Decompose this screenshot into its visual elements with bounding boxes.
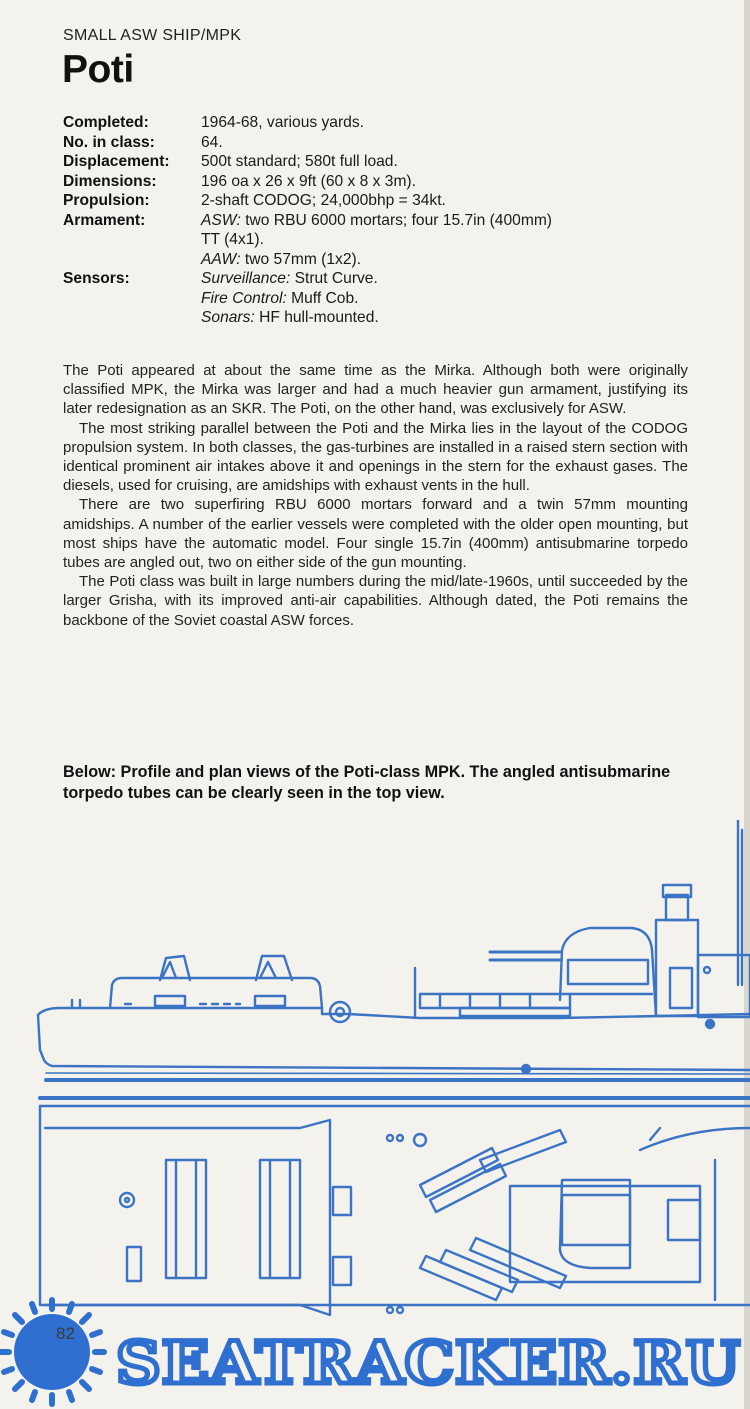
- spec-label: Armament:: [63, 211, 146, 229]
- spec-label: Dimensions:: [63, 172, 157, 190]
- spec-text: two 57mm (1x2).: [244, 250, 362, 268]
- spec-text: Muff Cob.: [291, 289, 359, 307]
- watermark-text: SEATRACKER.RU: [116, 1329, 741, 1397]
- spec-line: [201, 172, 703, 192]
- spec-row-dimensions: [63, 172, 703, 192]
- paragraph: The most striking parallel between the Poti and the Mirka lies in the layout of the CODOG propulsion system. In both classes, the gas-turbines are installed in a raised stern section with identical prominent air intakes above it and openings in the stern for the exhaust gases. The diesels, used for cruising, are amidships with exhaust vents in the hull.: [63, 419, 688, 495]
- spec-row-propulsion: [63, 191, 703, 211]
- spec-values: [201, 211, 703, 270]
- specs-table: [63, 113, 703, 328]
- page-number: 82: [56, 1324, 75, 1343]
- spec-row-displacement: [63, 152, 703, 172]
- spec-label: Propulsion:: [63, 192, 150, 209]
- spec-line: [201, 191, 703, 211]
- spec-label: No. in class:: [63, 133, 155, 151]
- ship-category: SMALL ASW SHIP/MPK: [63, 27, 242, 44]
- paragraph: There are two superfiring RBU 6000 mortars forward and a twin 57mm mounting amidships. A number of the earlier vessels were completed with the older open mounting, but most ships have the automatic model. Four single 15.7in (400mm) antisubmarine torpedo tubes are angled out, two on either side of the gun mounting.: [63, 496, 688, 572]
- ship-title: Poti: [62, 48, 134, 91]
- profile-view: [38, 885, 750, 1080]
- spec-line: [201, 308, 703, 328]
- spec-italic: ASW:: [201, 211, 241, 229]
- spec-text: 2-shaft CODOG; 24,000bhp = 34kt.: [201, 192, 446, 209]
- spec-text: 500t standard; 580t full load.: [201, 153, 398, 170]
- spec-row-armament: [63, 211, 703, 270]
- spec-line: [201, 250, 703, 270]
- spec-label: Sensors:: [63, 270, 130, 287]
- spec-label: Displacement:: [63, 153, 170, 170]
- article-body: [63, 361, 688, 630]
- spec-line: [201, 230, 703, 250]
- spec-row-completed: [63, 113, 703, 133]
- paragraph: The Poti appeared at about the same time as the Mirka. Although both were originally classified MPK, the Mirka was larger and had a much heavier gun armament, justifying its later redesignation as an SKR. The Poti, on the other hand, was exclusively for ASW.: [63, 362, 688, 418]
- plan-view: [40, 1098, 750, 1315]
- paragraph: The Poti class was built in large numbers during the mid/late-1960s, until succeeded by the larger Grisha, with its improved anti-air capabilities. Although dated, the Poti remains the backbone of the Soviet coastal ASW forces.: [63, 573, 688, 629]
- spec-text: HF hull-mounted.: [259, 309, 379, 326]
- spec-line: [201, 113, 703, 133]
- spec-italic: Fire Control:: [201, 289, 287, 307]
- spec-line: [201, 211, 703, 231]
- spec-row-number: [63, 133, 703, 153]
- seatracker-watermark: [0, 1292, 750, 1409]
- spec-line: [201, 152, 703, 172]
- spec-text: 1964-68, various yards.: [201, 114, 364, 131]
- spec-values: [201, 133, 703, 153]
- spec-row-sensors: [63, 269, 703, 328]
- spec-line: [201, 133, 703, 153]
- spec-text: two RBU 6000 mortars; four 15.7in (400mm): [245, 211, 552, 229]
- spec-text: 196 oa x 26 x 9ft (60 x 8 x 3m).: [201, 172, 416, 190]
- spec-values: [201, 269, 703, 328]
- spec-values: [201, 172, 703, 192]
- spec-italic: Surveillance:: [201, 270, 291, 287]
- spec-italic: Sonars:: [201, 309, 255, 326]
- spec-values: [201, 152, 703, 172]
- spec-italic: AAW:: [201, 250, 241, 268]
- mast: [738, 820, 742, 985]
- spec-values: [201, 113, 703, 133]
- spec-text: TT (4x1).: [201, 231, 264, 248]
- spec-text: Strut Curve.: [294, 270, 378, 287]
- spec-values: [201, 191, 703, 211]
- spec-line: [201, 289, 703, 309]
- spec-line: [201, 269, 703, 289]
- ship-drawing: [0, 820, 750, 1320]
- spec-text: 64.: [201, 133, 223, 151]
- sun-logo-icon: [0, 1300, 104, 1404]
- spec-label: Completed:: [63, 114, 149, 131]
- figure-caption: Below: Profile and plan views of the Poti-class MPK. The angled antisubmarine torpedo tubes can be clearly seen in the top view.: [63, 763, 671, 802]
